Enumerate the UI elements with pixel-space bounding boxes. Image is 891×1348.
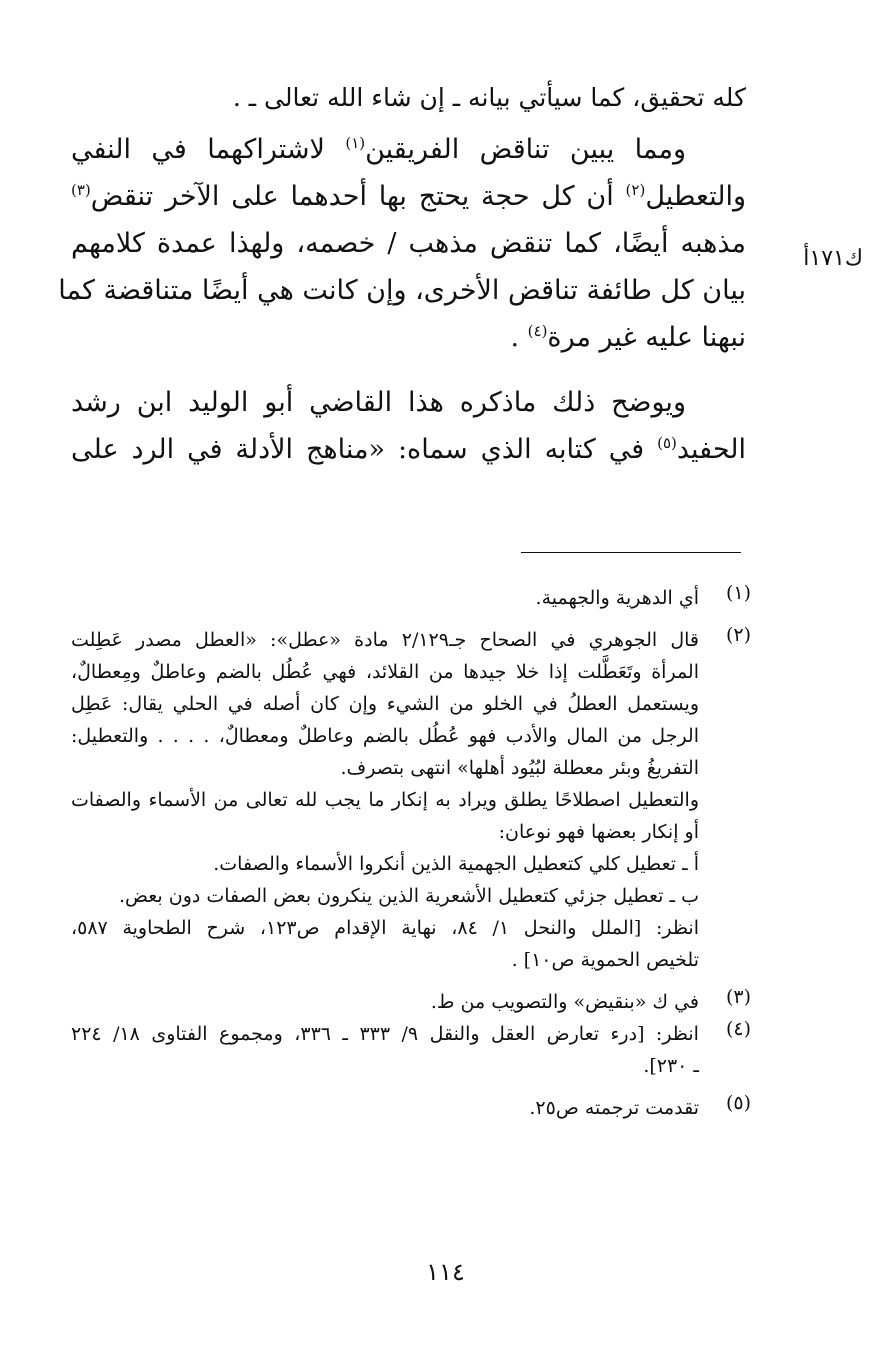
footnote-4 — [71, 1018, 751, 1082]
text-line: نبهنا عليه غير مرة$^{(٤)}$ . — [510, 322, 746, 353]
text-line: والتعطيل$^{(٢)}$ أن كل حجة يحتج بها أحدهما على الآخر تنقض$^{(٣)}$ — [71, 181, 746, 212]
footnote-ref: (٤) — [527, 322, 548, 340]
footnote-5 — [71, 1092, 751, 1124]
footnote-line: ب ـ تعطيل جزئي كتعطيل الأشعرية الذين ينكرون بعض الصفات دون بعض. — [118, 885, 699, 907]
footnote-line: قال الجوهري في الصحاح جـ٢/١٢٩ مادة «عطل»: «العطل مصدر عَطِلت — [71, 629, 699, 651]
footnotes — [71, 582, 751, 1124]
main-text — [58, 78, 746, 473]
footnote-line: انظر: [درء تعارض العقل والنقل ٩/ ٣٣٣ ـ ٣٣٦، ومجموع الفتاوى ١٨/ ٢٢٤ — [71, 1023, 699, 1045]
footnote-line: والتعطيل اصطلاحًا يطلق ويراد به إنكار ما يجب لله تعالى من الأسماء والصفات — [71, 789, 699, 811]
footnote-1 — [71, 582, 751, 614]
footnote-line: ـ ٢٣٠]. — [643, 1055, 699, 1077]
footnote-ref: (٢) — [625, 181, 646, 199]
footnote-number: (٤) — [725, 1018, 751, 1040]
footnote-line: تقدمت ترجمته ص٢٥. — [529, 1097, 699, 1119]
footnote-line: أي الدهرية والجهمية. — [535, 587, 699, 609]
text-line: كله تحقيق، كما سيأتي بيانه ـ إن شاء الله تعالى ـ . — [232, 83, 746, 112]
footnote-ref: (٥) — [657, 434, 677, 452]
footnote-number: (٣) — [725, 986, 751, 1008]
footnote-ref: (٣) — [71, 181, 91, 199]
footnote-line: المرأة وتَعَطَّلت إذا خلا جيدها من القلائد، فهي عُطُل بالضم وعاطلٌ ومِعطالٌ، — [71, 661, 699, 683]
footnote-line: تلخيص الحموية ص١٠] . — [511, 949, 699, 971]
footnote-number: (٥) — [725, 1092, 751, 1114]
footnote-line: في ك «بنقيض» والتصويب من ط. — [430, 991, 699, 1013]
footnote-line: التفريغُ وبئر معطلة لبُيُود أهلها» انتهى بتصرف. — [340, 757, 699, 779]
footnote-line: أ ـ تعطيل كلي كتعطيل الجهمية الذين أنكروا الأسماء والصفات. — [213, 853, 699, 875]
footnote-line: انظر: [الملل والنحل ١/ ٨٤، نهاية الإقدام ص١٢٣، شرح الطحاوية ٥٨٧، — [71, 917, 700, 939]
footnote-line: الرجل من المال والأدب فهو عُطُل بالضم وعاطلٌ ومعطالٌ، . . . . والتعطيل: — [71, 725, 699, 747]
footnote-number: (٢) — [725, 624, 751, 646]
text-line: مذهبه أيضًا، كما تنقض مذهب / خصمه، ولهذا عمدة كلامهم — [71, 228, 746, 259]
manuscript-margin-note: ك١٧١أ — [803, 246, 863, 271]
text-line: ويوضح ذلك ماذكره هذا القاضي أبو الوليد ابن رشد — [71, 387, 686, 418]
footnote-line: ويستعمل العطلُ في الخلو من الشيء وإن كان أصله في الحلي يقال: عَطِل — [71, 693, 699, 715]
footnote-line: أو إنكار بعضها فهو نوعان: — [498, 821, 699, 843]
text-line: بيان كل طائفة تناقض الأخرى، وإن كانت هي أيضًا متناقضة كما — [58, 275, 746, 306]
footnote-2 — [71, 624, 751, 976]
footnote-divider — [521, 552, 741, 553]
text-line: الحفيد$^{(٥)}$ في كتابه الذي سماه: «مناهج الأدلة في الرد على — [71, 434, 746, 465]
text-line: ومما يبين تناقض الفريقين$^{(١)}$ لاشتراكهما في النفي — [71, 134, 687, 165]
footnote-number: (١) — [725, 582, 751, 604]
footnote-3 — [71, 986, 751, 1018]
page-number: ١١٤ — [426, 1258, 465, 1286]
footnote-ref: (١) — [345, 134, 366, 152]
